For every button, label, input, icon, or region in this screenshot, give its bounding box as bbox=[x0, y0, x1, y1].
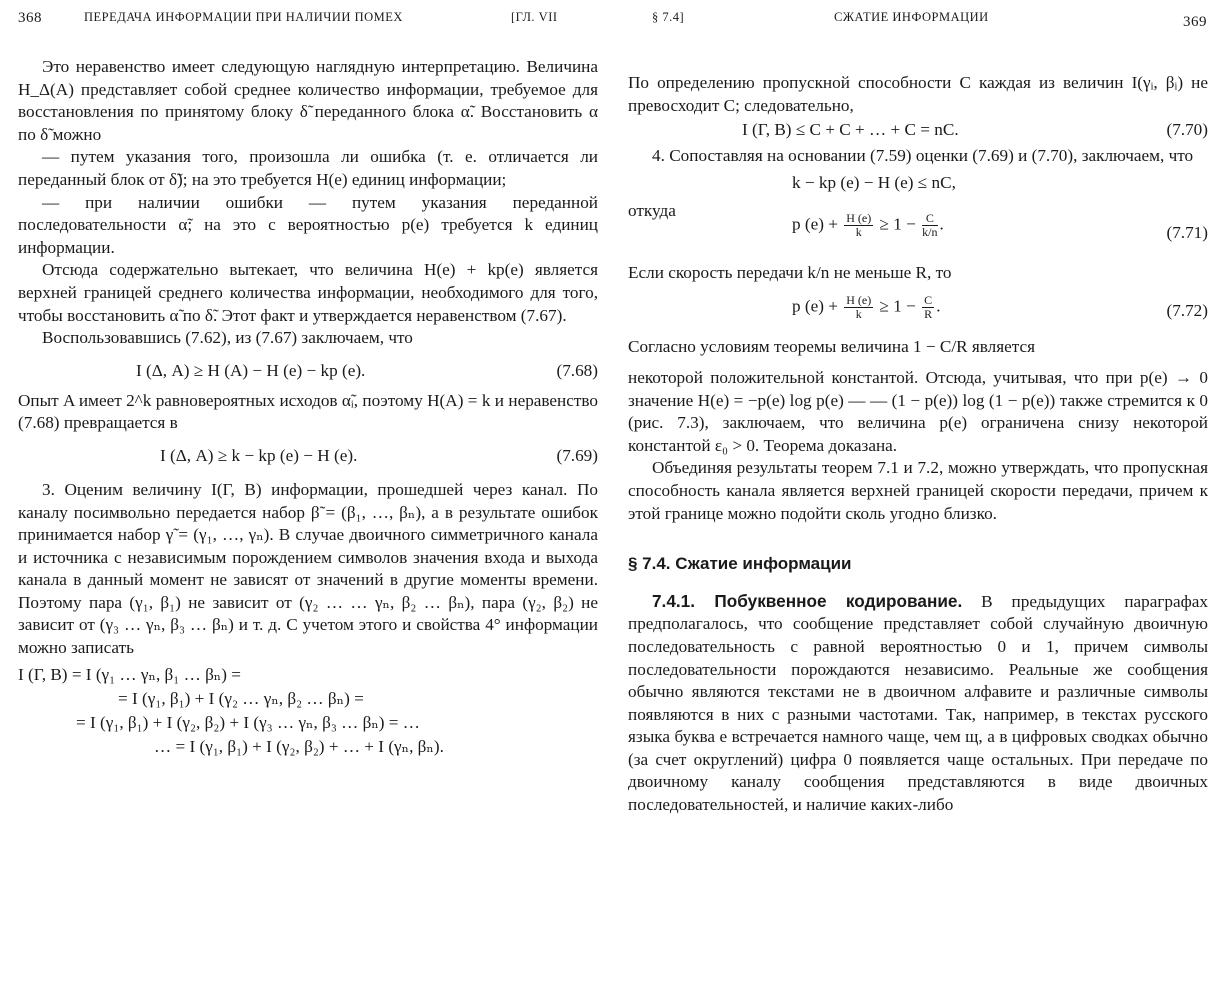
paragraph: 3. Оценим величину I(Г, B) информации, прошедшей через канал. По каналу посимвольно передается набор β̃ = (β₁, …, βₙ), а в результате ошибок принимается набор γ̃ = (γ₁, …, γₙ). В случае двоичного симметричного канала и источника с независимым порождением символов значения входа и выхода канала в данный момент не зависят от значений в другие моменты времени. Поэтому пара (γ₁, β₁) не зависит от (γ₂ … … γₙ, β₂ … βₙ), пара (γ₂, β₂) не зависит от (γ₃ … γₙ, β₃ … βₙ) и т. д. С учетом этого и свойства 4° информации можно записать bbox=[18, 479, 598, 658]
equation-7-70: I (Г, B) ≤ C + C + … + C = nC. (7.70) bbox=[742, 120, 1208, 140]
left-running-head bbox=[18, 6, 598, 30]
equation-7-69: I (Δ, A) ≥ k − kp (e) − H (e). (7.69) bbox=[160, 445, 598, 465]
left-page-number: 368 bbox=[18, 10, 42, 26]
equation-7-68: I (Δ, A) ≥ H (A) − H (e) − kp (e). (7.68) bbox=[136, 360, 598, 380]
right-running-head bbox=[628, 6, 1208, 30]
paragraph: Объединяя результаты теорем 7.1 и 7.2, можно утверждать, что пропускная способность канала является верхней границей скорости передачи, причем к этой границе можно подойти сколь угодно близко. bbox=[628, 458, 1208, 523]
right-page-number: 369 bbox=[1183, 14, 1207, 30]
left-running-title: ПЕРЕДАЧА ИНФОРМАЦИИ ПРИ НАЛИЧИИ ПОМЕХ bbox=[84, 10, 403, 24]
right-body bbox=[628, 72, 1208, 817]
paragraph: 4. Сопоставляя на основании (7.59) оценки (7.69) и (7.70), заключаем, что bbox=[652, 146, 1194, 166]
paragraph: Опыт A имеет 2^k равновероятных исходов α̃ᵢ, поэтому H(A) = k и неравенство (7.68) превращается в bbox=[18, 390, 598, 433]
left-chapter-ref: [ГЛ. VII bbox=[511, 10, 558, 24]
paragraph: — путем указания того, произошла ли ошибка (т. е. отличается ли переданный блок от δ̃); на это требуется H(e) единиц информации; bbox=[18, 147, 598, 189]
paragraph: — при наличии ошибки — путем указания переданной последовательности α̃; на это с вероятностью p(e) требуется k единиц информации. bbox=[18, 192, 598, 257]
multiline-equation: I (Г, B) = I (γ₁ … γₙ, β₁ … βₙ) = = I (γ₁, β₁) + I (γ₂ … γₙ, β₂ … βₙ) = = I (γ₁, β₁) + I (γ₂, β₂) + I (γ₃ … γₙ, β₃ … βₙ) = … … = I (γ₁, β₁) + I (γ₂, β₂) + … + I (γₙ, βₙ). bbox=[18, 664, 444, 756]
paragraph: По определению пропускной способности C каждая из величин I(γᵢ, βᵢ) не превосходит C; следовательно, bbox=[628, 73, 1208, 115]
paragraph: 7.4.1. Побуквенное кодирование. В предыдущих параграфах предполагалось, что сообщение представляет собой случайную двоичную последовательность с равной вероятностью 0 и 1, причем символы последовательности порождаются независимо. Реальные же сообщения обычно являются текстами не в двоичном алфавите и различные символы появляются в них с разными частотами. Так, например, в текстах русского языка буква е встречается намного чаще, чем щ, а в цифровых сводках обычно (за счет округлений) цифра 0 появляется чаще остальных. При передаче по двоичному каналу сообщения представляются в виде двоичных последовательностей, и наличие каких-либо bbox=[628, 590, 1208, 815]
equation-7-71: откуда p (e) + $\frac{H (e)}{k}$ ≥ 1 − $\frac{C}{k/n}$ . (7.71) bbox=[628, 200, 1208, 242]
left-page bbox=[18, 0, 598, 988]
right-section-ref: § 7.4] bbox=[652, 10, 685, 24]
equation-7-72: p (e) + $\frac{H (e)}{k}$ ≥ 1 − $\frac{C}{R}$ . (7.72) bbox=[792, 293, 1208, 322]
subsection-heading: 7.4.1. Побуквенное кодирование. bbox=[652, 590, 963, 611]
paragraph: Воспользовавшись (7.62), из (7.67) заключаем, что bbox=[42, 328, 413, 348]
paragraph: Это неравенство имеет следующую наглядную интерпретацию. Величина H_Δ(A) представляет собой среднее количество информации, требуемое для восстановления по принятому блоку δ̃ переданного блока α̃. Восстановить α по δ̃ можно bbox=[18, 57, 598, 144]
right-page bbox=[628, 0, 1208, 988]
section-heading: § 7.4. Сжатие информации bbox=[628, 554, 852, 574]
paragraph: Отсюда содержательно вытекает, что величина H(e) + kp(e) является верхней границей среднего количества информации, необходимого для того, чтобы восстановить α̃ по δ̃. Этот факт и утверждается неравенством (7.67). bbox=[18, 260, 598, 325]
equation-inequality: k − kp (e) − H (e) ≤ nC, bbox=[792, 172, 956, 192]
left-body bbox=[18, 56, 598, 760]
paragraph: Согласно условиям теоремы величина 1 − C/R является bbox=[628, 337, 1036, 357]
right-running-title: СЖАТИЕ ИНФОРМАЦИИ bbox=[834, 10, 989, 24]
paragraph: некоторой положительной константой. Отсюда, учитывая, что при p(e) → 0 значение H(e) = −p(e) log p(e) — — (1 − p(e)) log (1 − p(e)) также стремится к 0 (рис. 7.3), заключаем, что величина p(e) ограничена снизу некоторой константой ε₀ > 0. Теорема доказана. bbox=[628, 367, 1208, 455]
paragraph: Если скорость передачи k/n не меньше R, то bbox=[628, 262, 952, 282]
